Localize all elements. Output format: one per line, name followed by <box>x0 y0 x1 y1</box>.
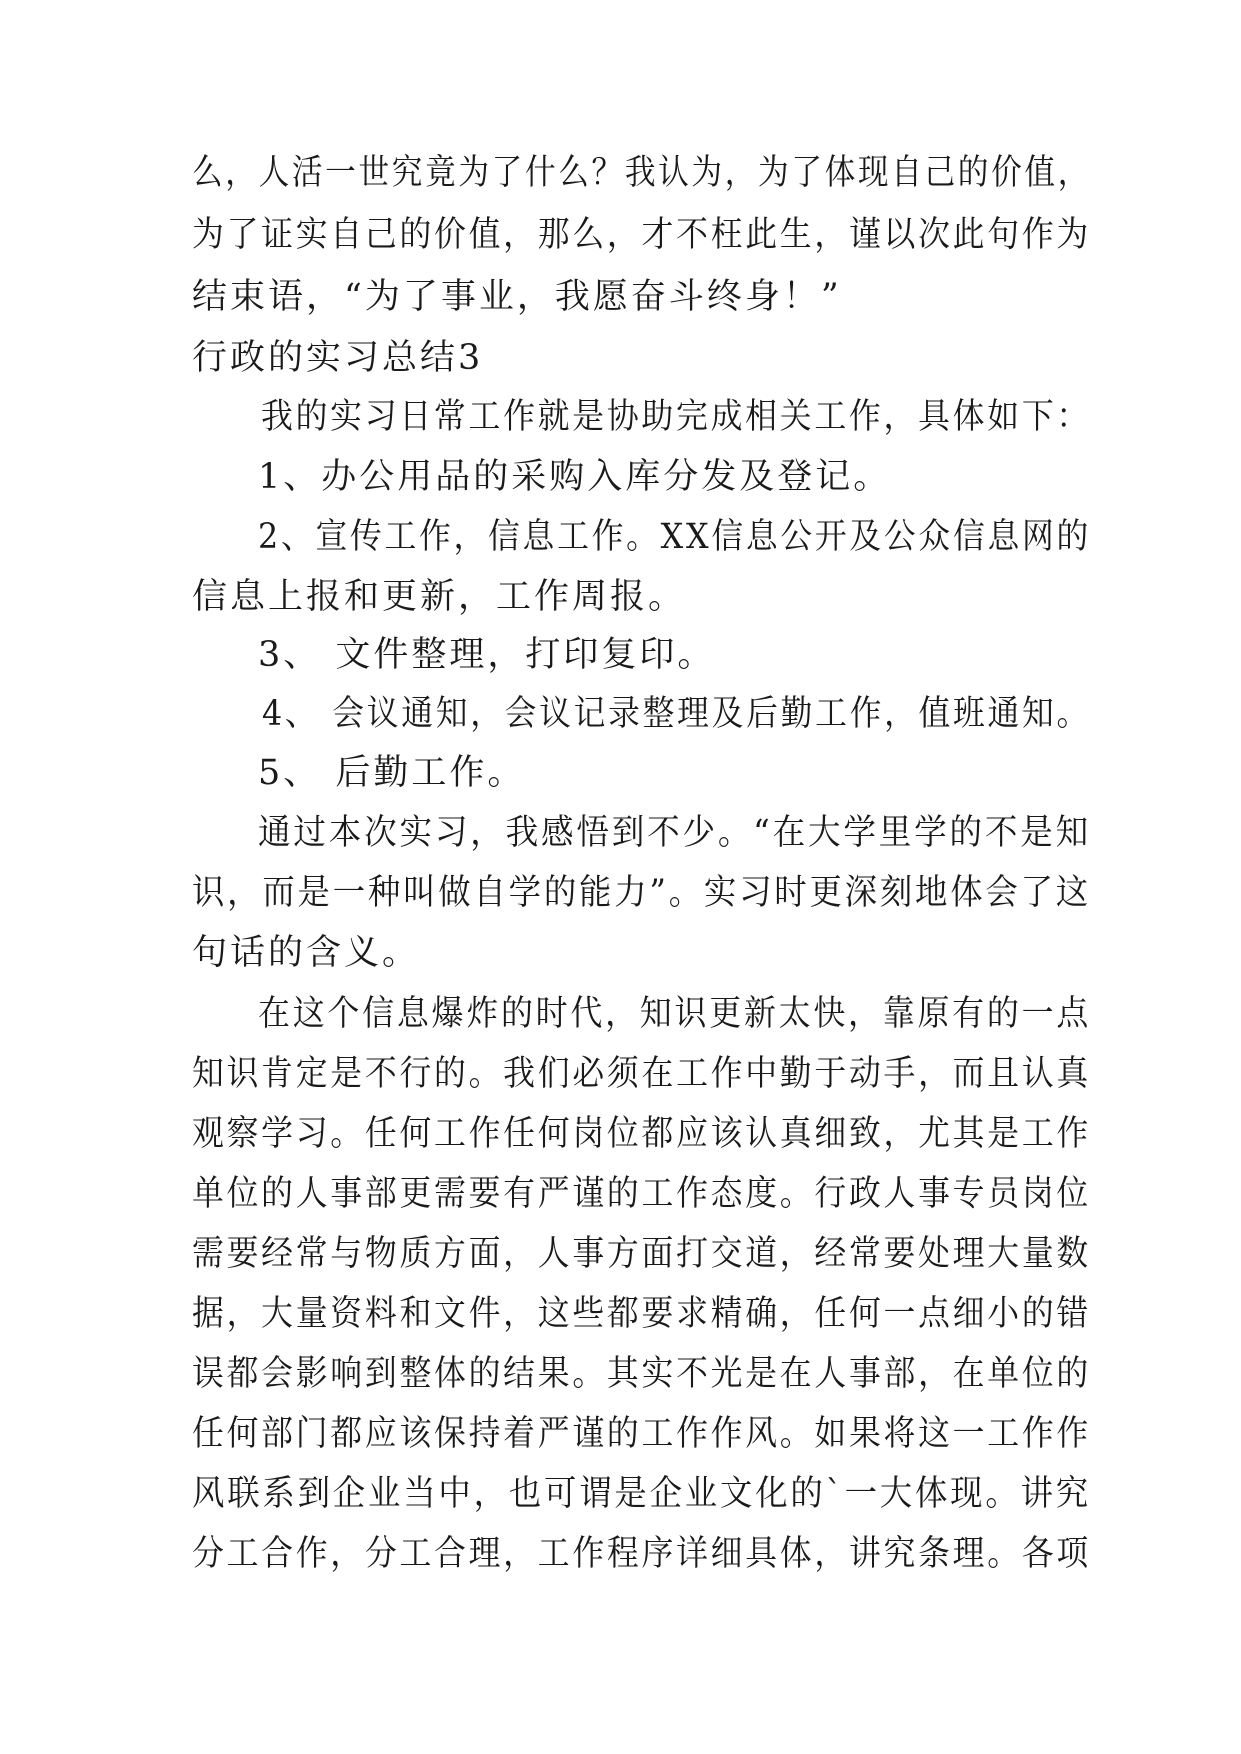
paragraph-line <box>261 397 1173 440</box>
paragraph-line <box>192 1174 1180 1217</box>
paragraph-line <box>192 1114 1180 1157</box>
list-item <box>258 517 1175 560</box>
paragraph-line <box>192 1354 1180 1397</box>
line-text: 3、 文件整理，打印复印。 <box>258 635 716 675</box>
line-text: 信息上报和更新，工作周报。 <box>192 577 687 617</box>
paragraph-line <box>192 873 1163 916</box>
line-text: 我的实习日常工作就是协助完成相关工作，具体如下： <box>261 397 1092 437</box>
paragraph-line <box>192 1474 1163 1517</box>
list-item <box>258 635 716 678</box>
line-text: 5、 后勤工作。 <box>258 753 526 793</box>
list-item <box>262 694 1175 737</box>
paragraph-line <box>192 277 842 320</box>
line-text: 知识肯定是不行的。我们必须在工作中勤于动手，而且认真 <box>192 1054 1091 1094</box>
paragraph-line <box>192 1234 1180 1277</box>
paragraph-line <box>192 1534 1180 1577</box>
paragraph-line <box>192 1414 1180 1457</box>
line-text: 1、办公用品的采购入库分发及登记。 <box>258 457 892 497</box>
line-text: 句话的含义。 <box>192 933 421 973</box>
list-item <box>258 753 526 796</box>
line-text: 通过本次实习，我感悟到不少。“在大学里学的不是知 <box>258 813 1091 853</box>
heading-text: 行政的实习总结3 <box>192 338 484 378</box>
line-text: 任何部门都应该保持着严谨的工作作风。如果将这一工作作 <box>192 1414 1091 1454</box>
paragraph-line <box>192 153 1218 196</box>
line-text: 误都会影响到整体的结果。其实不光是在人事部，在单位的 <box>192 1354 1091 1394</box>
line-text: 识，而是一种叫做自学的能力”。实习时更深刻地体会了这 <box>192 873 1091 913</box>
line-text: 在这个信息爆炸的时代，知识更新太快，靠原有的一点 <box>258 994 1092 1034</box>
paragraph-line <box>192 1054 1180 1097</box>
line-text: 么，人活一世究竟为了什么？我认为，为了体现自己的价值， <box>192 153 1091 193</box>
line-text: 风联系到企业当中，也可谓是企业文化的`一大体现。讲究 <box>192 1474 1091 1514</box>
line-text: 2、宣传工作，信息工作。XX信息公开及公众信息网的 <box>258 517 1092 557</box>
paragraph-line <box>192 215 1180 258</box>
line-text: 分工合作，分工合理，工作程序详细具体，讲究条理。各项 <box>192 1534 1091 1574</box>
paragraph-line <box>258 994 1170 1037</box>
line-text: 观察学习。任何工作任何岗位都应该认真细致，尤其是工作 <box>192 1114 1091 1154</box>
paragraph-line <box>192 577 687 620</box>
list-item <box>258 457 892 500</box>
line-text: 为了证实自己的价值，那么，才不枉此生，谨以次此句作为 <box>192 215 1091 255</box>
line-text: 结束语，“为了事业，我愿奋斗终身！” <box>192 277 842 317</box>
line-text: 4、 会议通知，会议记录整理及后勤工作，值班通知。 <box>262 694 1092 734</box>
line-text: 据，大量资料和文件，这些都要求精确，任何一点细小的错 <box>192 1294 1091 1334</box>
line-text: 需要经常与物质方面，人事方面打交道，经常要处理大量数 <box>192 1234 1091 1274</box>
paragraph-line <box>192 1294 1180 1337</box>
line-text: 单位的人事部更需要有严谨的工作态度。行政人事专员岗位 <box>192 1174 1091 1214</box>
paragraph-line <box>258 813 1153 856</box>
paragraph-line <box>192 933 421 976</box>
section-heading <box>192 338 484 381</box>
